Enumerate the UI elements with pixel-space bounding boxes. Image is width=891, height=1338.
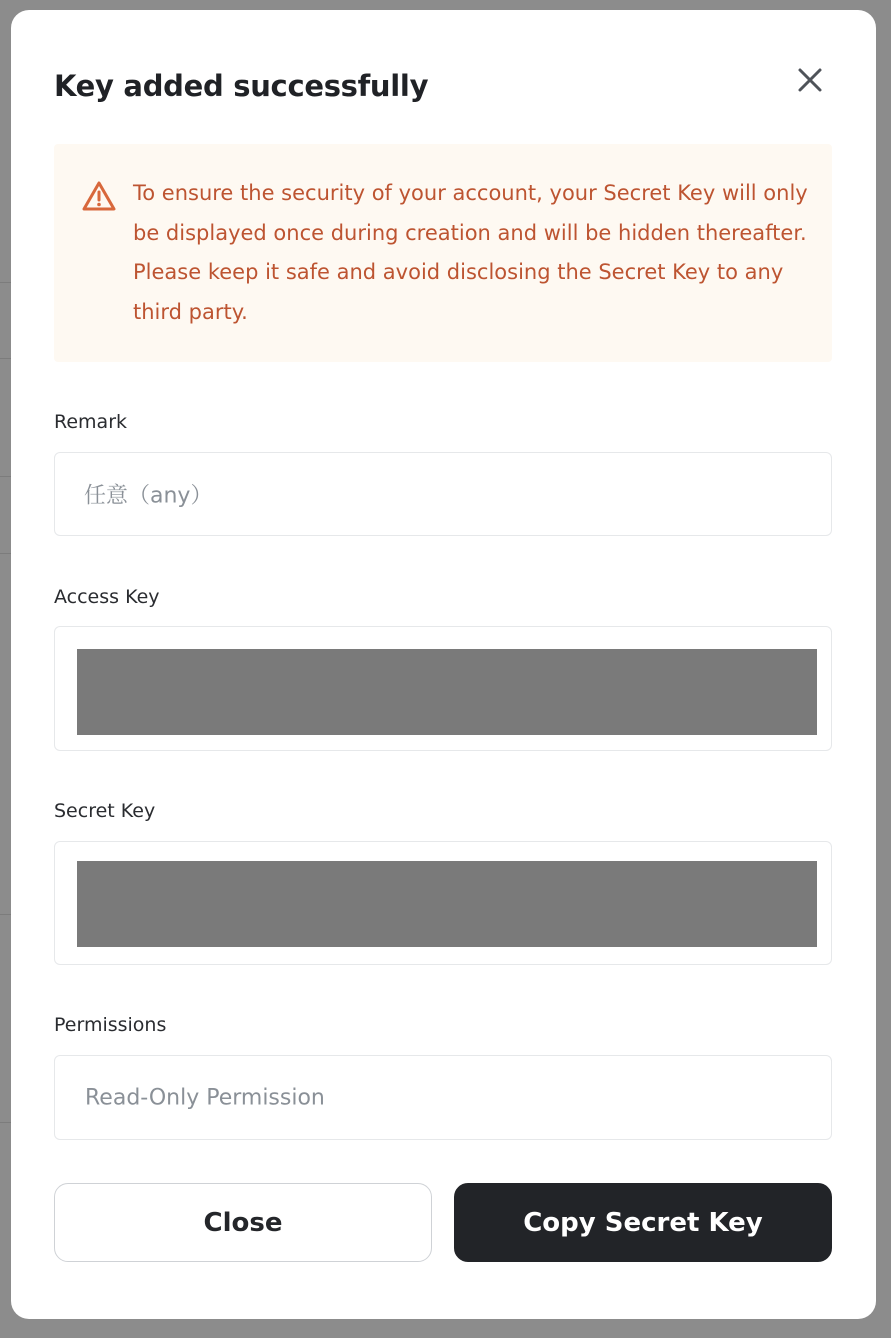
copy-secret-key-button[interactable]: Copy Secret Key: [454, 1183, 832, 1262]
security-warning-text: To ensure the security of your account, your Secret Key will only be displayed once during creation and will be hidden thereafter. Please keep it safe and avoid disclosing the Secret Key to any third party.: [133, 181, 808, 324]
access-key-field[interactable]: [54, 626, 832, 751]
secret-key-redacted: [77, 861, 817, 947]
remark-value: 任意（any）: [84, 483, 213, 509]
security-warning-banner: [54, 144, 832, 362]
access-key-label: Access Key: [54, 586, 160, 608]
secret-key-label: Secret Key: [54, 800, 156, 822]
access-key-redacted: [77, 649, 817, 735]
secret-key-field[interactable]: [54, 841, 832, 965]
remark-field[interactable]: [54, 452, 832, 536]
remark-label: Remark: [54, 411, 128, 433]
permissions-value: Read-Only Permission: [85, 1085, 325, 1110]
key-added-dialog: [11, 10, 876, 1319]
permissions-field: [54, 1055, 832, 1140]
close-button[interactable]: Close: [54, 1183, 432, 1262]
close-icon[interactable]: [792, 62, 828, 98]
permissions-label: Permissions: [54, 1014, 167, 1036]
warning-triangle-icon: [82, 180, 116, 212]
dialog-title: Key added successfully: [54, 69, 429, 103]
